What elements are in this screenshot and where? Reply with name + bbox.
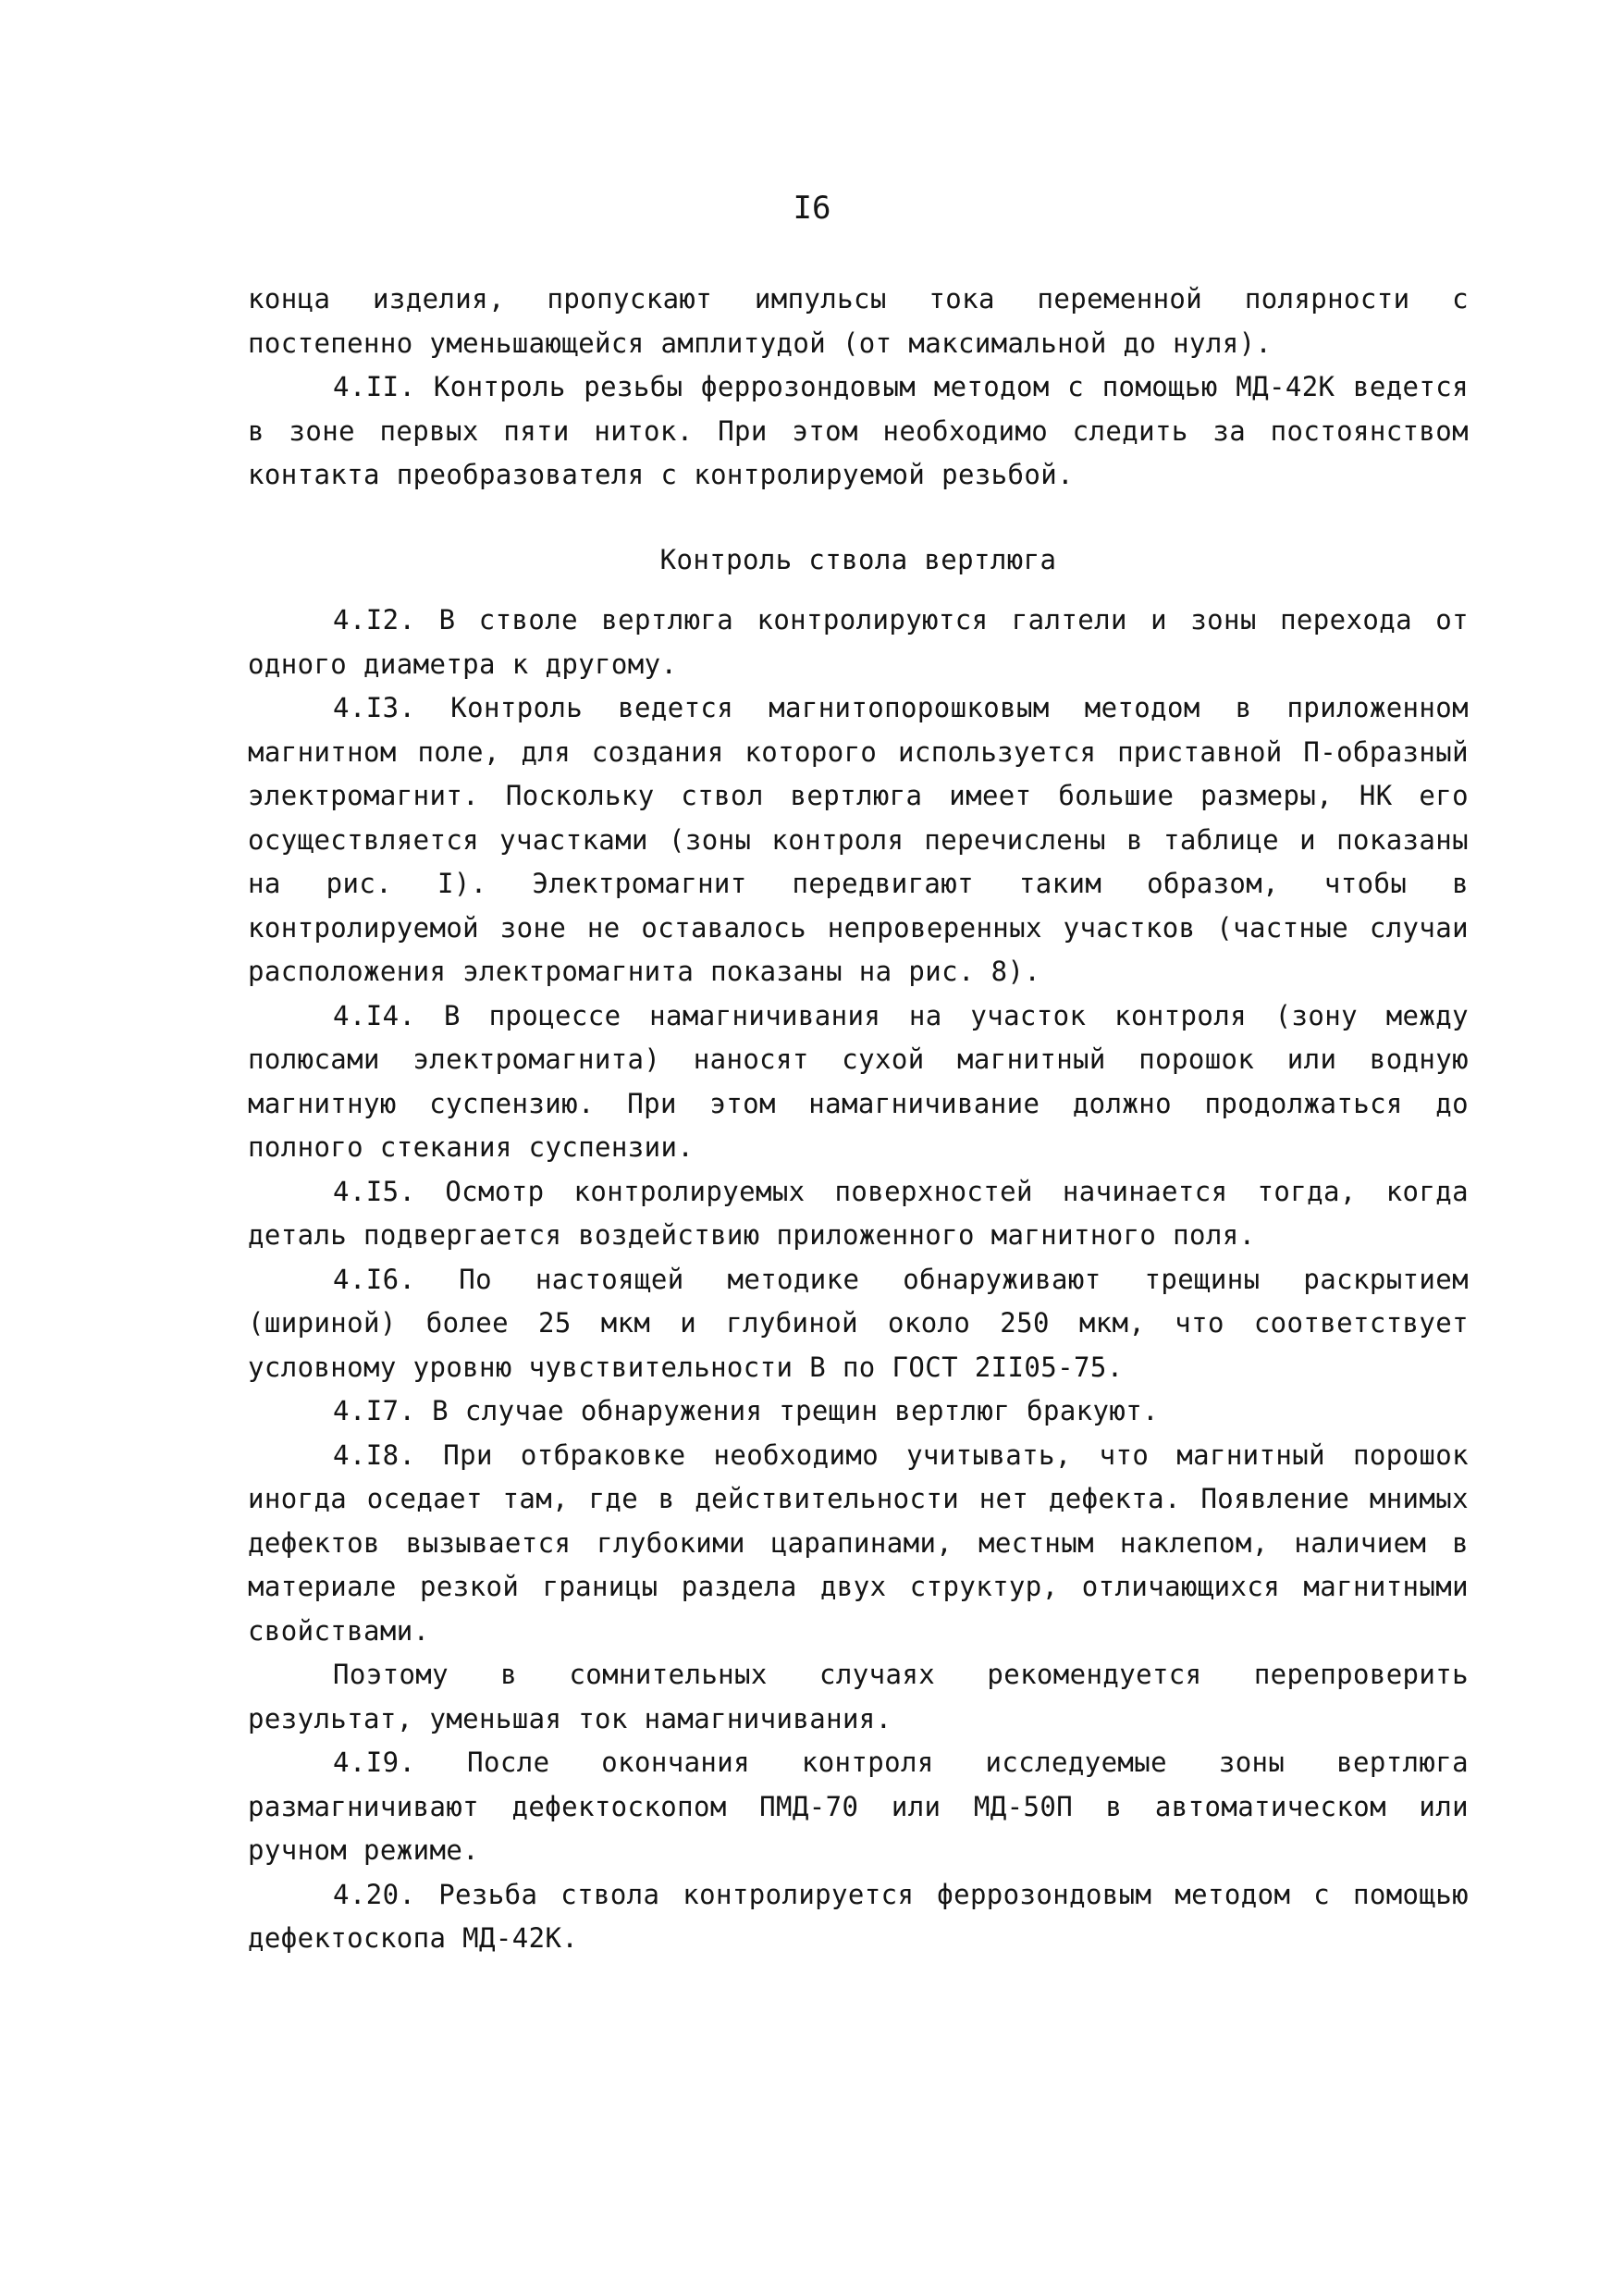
paragraph-4-13: 4.I3. Контроль ведется магнитопорошковым методом в приложенном магнитном поле, для создания которого используется приставной П-образный электромагнит. Поскольку ствол вертлюга имеет большие размеры, НК его осуществляется участками (зоны контроля перечислены в таблице и показаны на рис. I). Электромагнит передвигают таким образом, чтобы в контролируемой зоне не оставалось непроверенных участков (частные случаи расположения электромагнита показаны на рис. 8). — [248, 692, 1469, 987]
paragraph-continuation: конца изделия, пропускают импульсы тока переменной полярности с постепенно уменьшающейся амплитудой (от максимальной до нуля). — [248, 283, 1469, 359]
paragraph-4-16: 4.I6. По настоящей методике обнаруживают трещины раскрытием (шириной) более 25 мкм и глубиной около 250 мкм, что соответствует условному уровню чувствительности В по ГОСТ 2II05-75. — [248, 1263, 1469, 1383]
section-heading: Контроль ствола вертлюга — [659, 543, 1057, 575]
paragraph-4-11: 4.II. Контроль резьбы феррозондовым методом с помощью МД-42К ведется в зоне первых пяти ниток. При этом необходимо следить за постоянством контакта преобразователя с контролируемой резьбой. — [248, 371, 1469, 490]
paragraph-4-17: 4.I7. В случае обнаружения трещин вертлюг бракуют. — [333, 1395, 1159, 1426]
paragraph-4-12: 4.I2. В стволе вертлюга контролируются галтели и зоны перехода от одного диаметра к другому. — [248, 604, 1469, 680]
page-number: I6 — [793, 190, 831, 227]
paragraph-4-19: 4.I9. После окончания контроля исследуемые зоны вертлюга размагничивают дефектоскопом ПМД-70 или МД-50П в автоматическом или ручном режиме. — [248, 1747, 1469, 1866]
paragraph-4-18: 4.I8. При отбраковке необходимо учитывать, что магнитный порошок иногда оседает там, где в действительности нет дефекта. Появление мнимых дефектов вызывается глубокими царапинами, местным наклепом, наличием в материале резкой границы раздела двух структур, отличающихся магнитными свойствами. — [248, 1438, 1469, 1647]
paragraph-4-14: 4.I4. В процессе намагничивания на участок контроля (зону между полюсами электромагнита) наносят сухой магнитный порошок или водную магнитную суспензию. При этом намагничивание должно продолжаться до полного стекания суспензии. — [248, 999, 1469, 1163]
body-text — [248, 278, 1469, 1961]
paragraph-4-15: 4.I5. Осмотр контролируемых поверхностей начинается тогда, когда деталь подвергается воздействию приложенного магнитного поля. — [248, 1175, 1469, 1251]
paragraph-therefore: Поэтому в сомнительных случаях рекомендуется перепроверить результат, уменьшая ток намагничивания. — [248, 1659, 1469, 1734]
paragraph-4-20: 4.20. Резьба ствола контролируется феррозондовым методом с помощью дефектоскопа МД-42К. — [248, 1878, 1469, 1954]
